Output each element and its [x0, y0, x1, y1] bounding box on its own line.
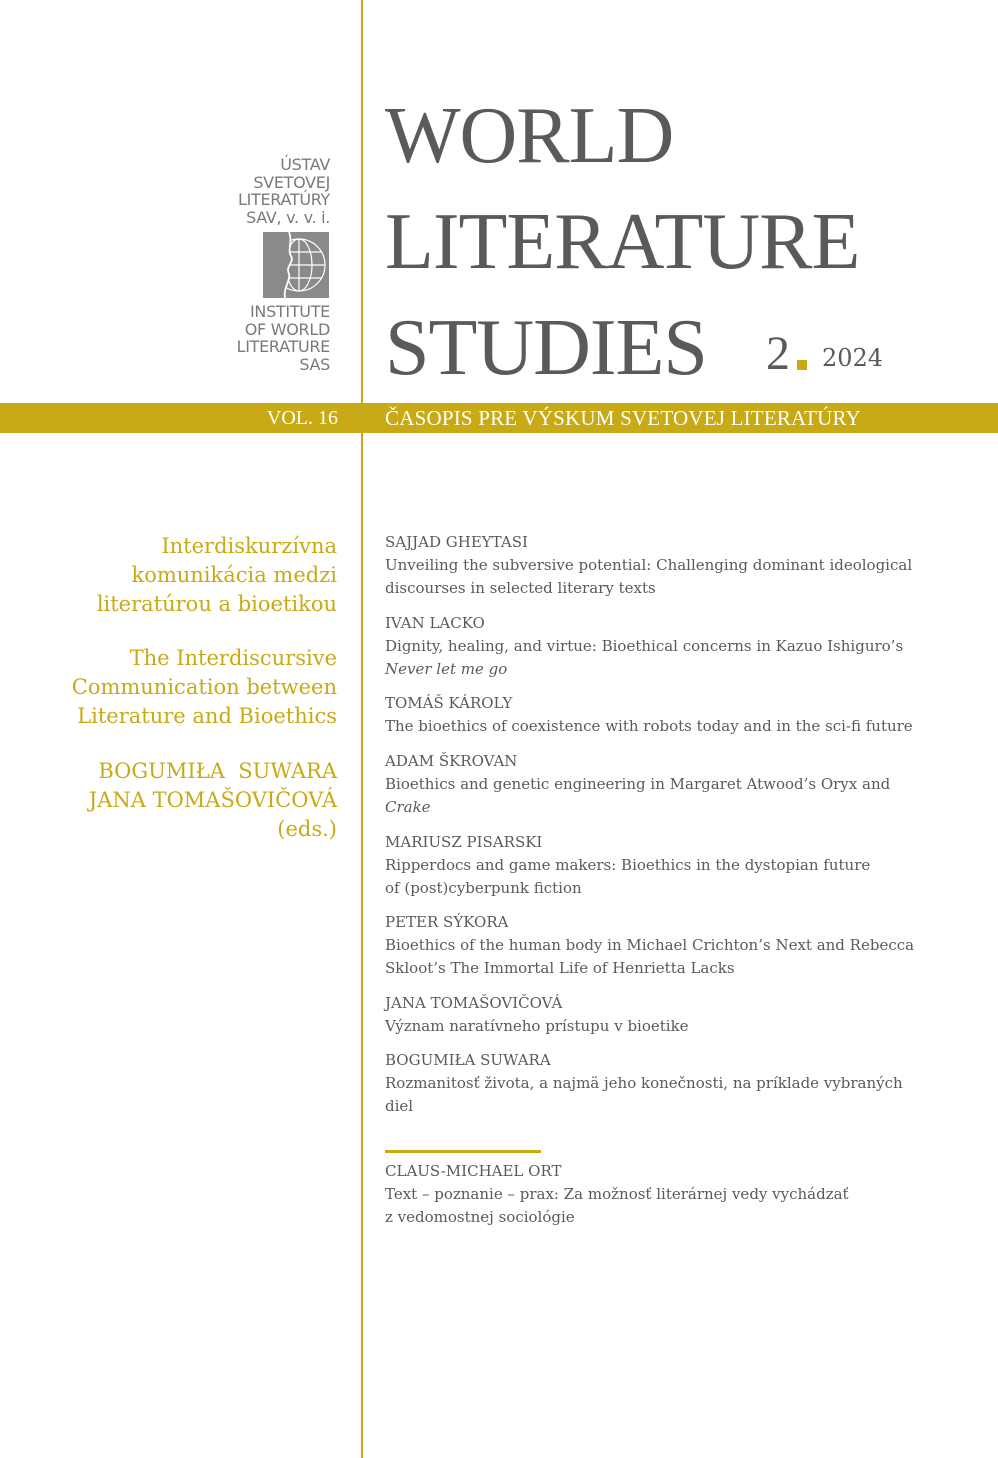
article-author: ADAM ŠKROVAN: [385, 752, 518, 770]
article-title: Význam naratívneho prístupu v bioetike: [385, 1017, 689, 1035]
article-entry: [385, 531, 912, 600]
theme-title-en: The Interdiscursive Communication between Literature and Bioethics: [71, 646, 337, 728]
article-title: of (post)cyberpunk fiction: [385, 879, 582, 897]
article-title: Crake: [385, 798, 431, 816]
article-title: z vedomostnej sociológie: [385, 1208, 575, 1226]
article-title: Unveiling the subversive potential: Challenging dominant ideological: [385, 556, 913, 574]
article-author: PETER SÝKORA: [385, 913, 509, 931]
journal-title-line-1: WORLD: [385, 92, 674, 180]
article-author: BOGUMIŁA SUWARA: [385, 1051, 551, 1069]
article-entry: [385, 692, 913, 738]
vertical-rule: [361, 0, 363, 1458]
article-entry: [385, 1160, 849, 1229]
section-divider: [385, 1150, 541, 1153]
article-author: MARIUSZ PISARSKI: [385, 833, 543, 851]
article-title: discourses in selected literary texts: [385, 579, 656, 597]
article-title: Skloot’s The Immortal Life of Henrietta Lacks: [385, 959, 735, 977]
article-entry: [385, 911, 914, 980]
article-title: Text – poznanie – prax: Za možnosť literárnej vedy vychádzať: [385, 1185, 849, 1203]
article-entry: [385, 992, 689, 1038]
article-title: diel: [385, 1097, 414, 1115]
journal-title-line-3: STUDIES: [385, 304, 707, 392]
article-author: TOMÁŠ KÁROLY: [385, 694, 513, 712]
article-title: Dignity, healing, and virtue: Bioethical concerns in Kazuo Ishiguro’s: [385, 637, 904, 655]
journal-subtitle: ČASOPIS PRE VÝSKUM SVETOVEJ LITERATÚRY: [385, 406, 861, 430]
article-author: IVAN LACKO: [385, 614, 485, 632]
article-entry: [385, 831, 870, 900]
article-title: Ripperdocs and game makers: Bioethics in the dystopian future: [385, 856, 871, 874]
institute-name-en: INSTITUTE OF WORLD LITERATURE SAS: [236, 302, 330, 374]
journal-title-line-2: LITERATURE: [385, 198, 860, 286]
article-author: CLAUS-MICHAEL ORT: [385, 1162, 562, 1180]
editors: BOGUMIŁA SUWARA JANA TOMAŠOVIČOVÁ (eds.): [88, 759, 337, 841]
theme-title-sk: Interdiskurzívna komunikácia medzi literatúrou a bioetikou: [96, 534, 337, 616]
volume-label: VOL. 16: [266, 407, 338, 429]
institute-name-sk: ÚSTAV SVETOVEJ LITERATÚRY SAV, v. v. i.: [237, 155, 330, 227]
article-title: Rozmanitosť života, a najmä jeho konečnosti, na príklade vybraných: [385, 1074, 903, 1092]
article-entry: [385, 612, 903, 681]
article-title: Bioethics and genetic engineering in Margaret Atwood’s Oryx and: [385, 775, 891, 793]
article-title: Never let me go: [385, 660, 508, 678]
article-entry: [385, 1049, 903, 1118]
globe-profile-icon: [263, 232, 329, 298]
article-title: Bioethics of the human body in Michael Crichton’s Next and Rebecca: [385, 936, 915, 954]
article-entry: [385, 750, 890, 819]
article-author: JANA TOMAŠOVIČOVÁ: [385, 994, 563, 1012]
article-author: SAJJAD GHEYTASI: [385, 533, 528, 551]
issue-year: 2024: [822, 344, 884, 372]
issue-number: 2: [766, 327, 790, 380]
issue-dot: [797, 360, 807, 370]
article-title: The bioethics of coexistence with robots today and in the sci-fi future: [385, 717, 913, 735]
